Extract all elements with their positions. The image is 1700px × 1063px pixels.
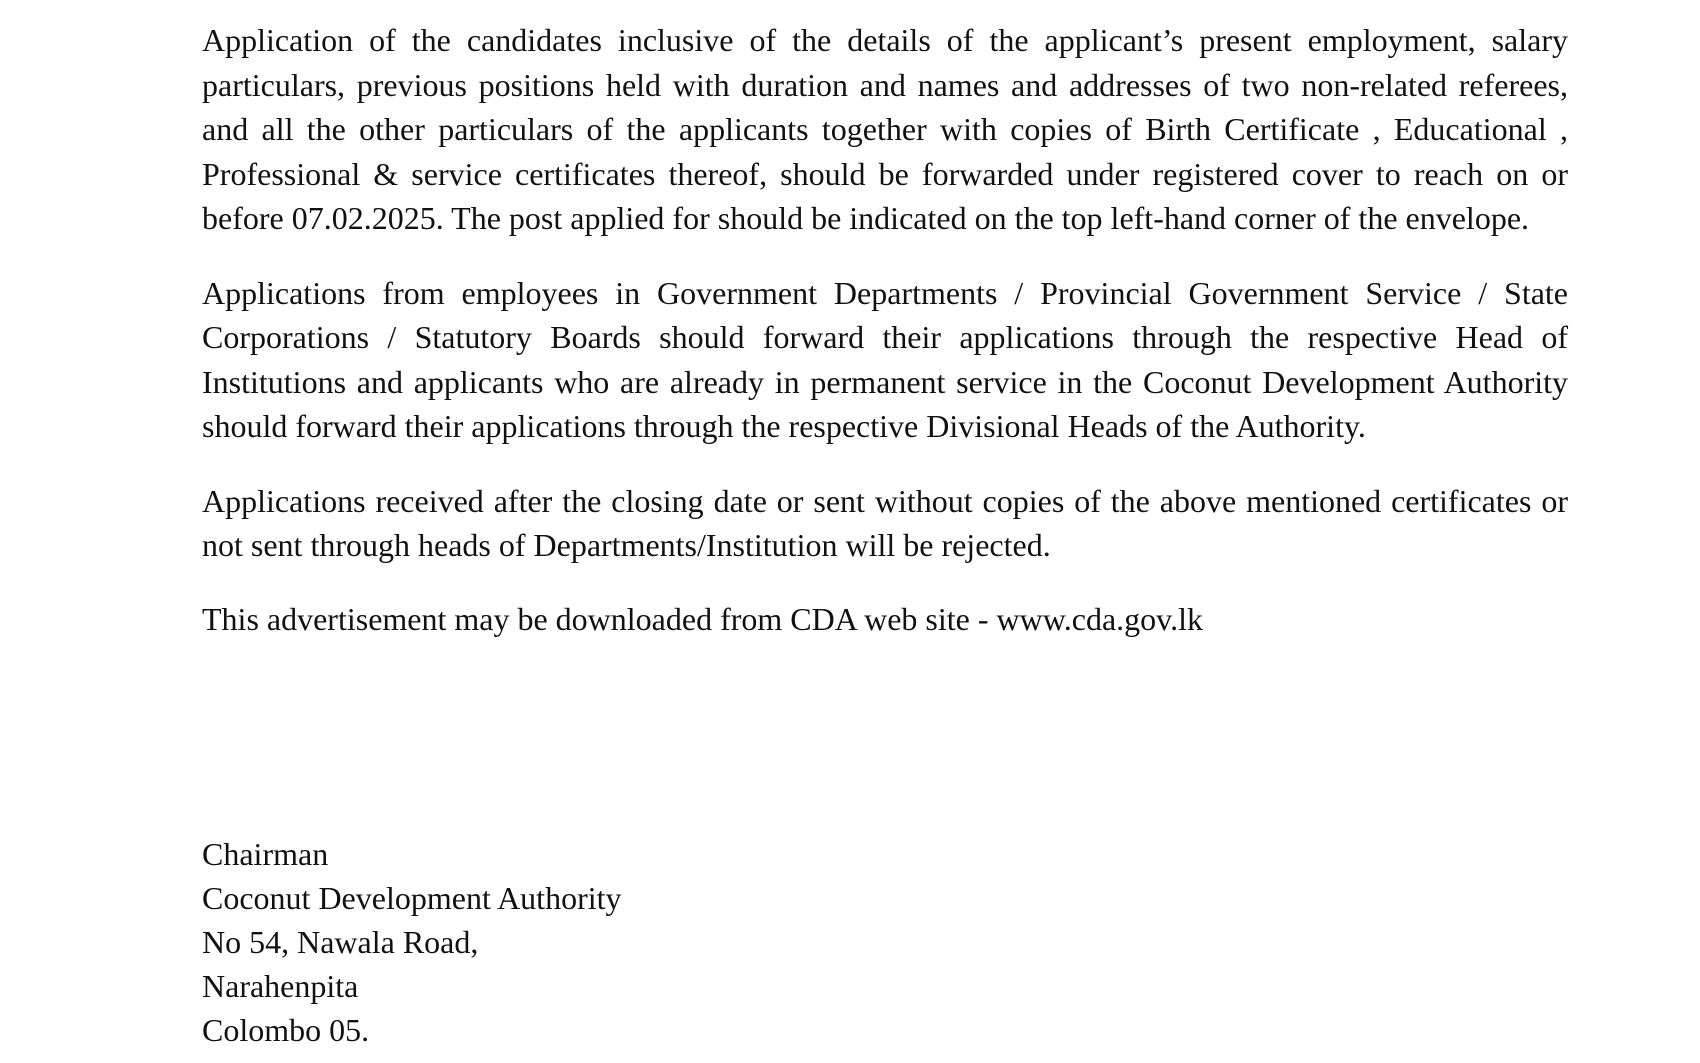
- rejection-notice-paragraph: Applications received after the closing date or sent without copies of the above mentioned certificates or not sent through heads of Departments/Institution will be rejected.: [202, 482, 1568, 563]
- download-notice-paragraph: This advertisement may be downloaded from CDA web site - www.cda.gov.lk: [202, 600, 1203, 637]
- signature-block: [202, 832, 622, 1052]
- address-line-1: No 54, Nawala Road,: [202, 924, 479, 960]
- address-line-3: Colombo 05.: [202, 1012, 370, 1048]
- address-line-2: Narahenpita: [202, 968, 359, 1004]
- government-employees-paragraph: Applications from employees in Government Departments / Provincial Government Service / State Corporations / Statutory Boards should forward their applications through the respective Head of Institutions and applicants who are already in permanent service in the Coconut Development Authority should forward their applications through the respective Divisional Heads of the Authority.: [202, 274, 1568, 444]
- signatory-title: Chairman: [202, 836, 329, 872]
- application-details-paragraph: Application of the candidates inclusive of the details of the applicant’s present employment, salary particulars, previous positions held with duration and names and addresses of two non-related referees, and all the other particulars of the applicants together with copies of Birth Certificate , Educational , Professional & service certificates thereof, should be forwarded under registered cover to reach on or before 07.02.2025. The post applied for should be indicated on the top left-hand corner of the envelope.: [202, 22, 1568, 236]
- document-body: [202, 18, 1568, 641]
- organization-name: Coconut Development Authority: [202, 880, 622, 916]
